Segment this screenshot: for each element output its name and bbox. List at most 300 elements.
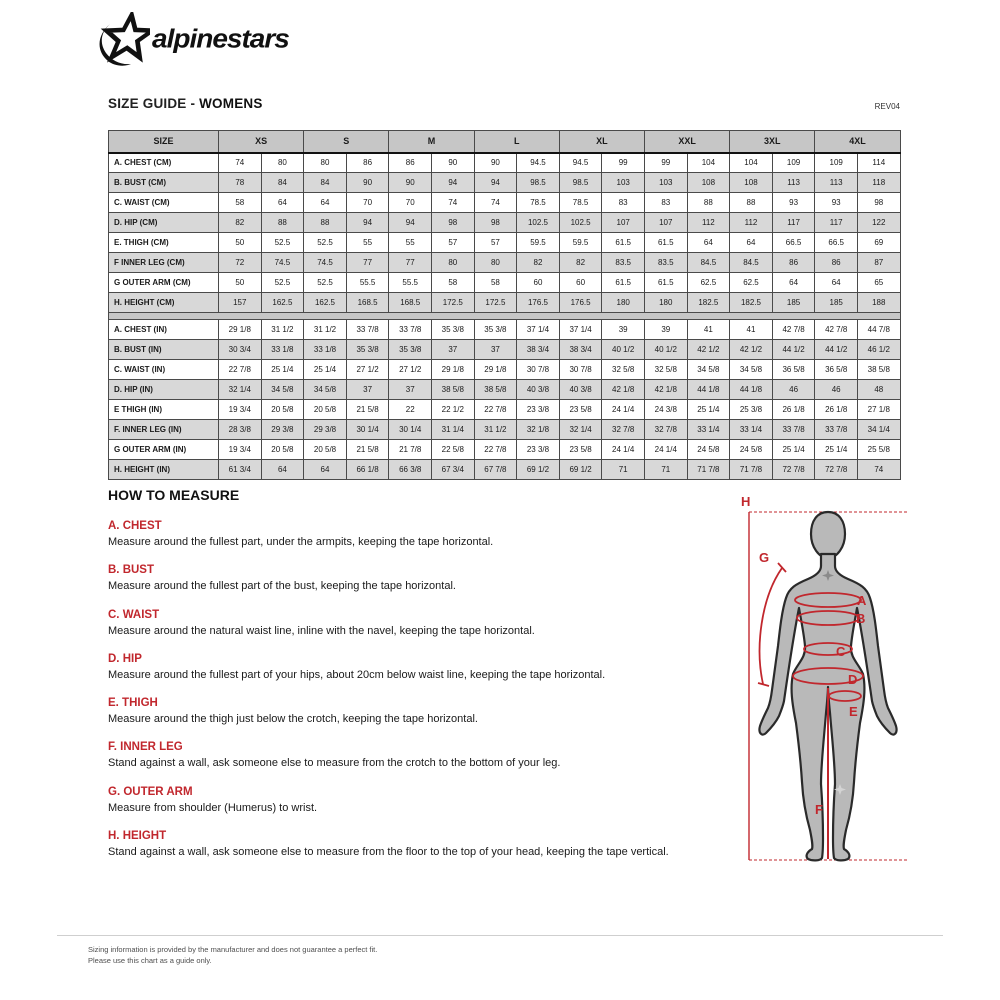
size-value-cell: 98 [432, 213, 475, 233]
size-value-cell: 84.5 [687, 253, 730, 273]
size-value-cell: 117 [772, 213, 815, 233]
measure-item-description: Measure around the thigh just below the crotch, keeping the tape horizontal. [108, 713, 478, 726]
size-value-cell: 113 [815, 173, 858, 193]
row-label: G OUTER ARM (CM) [109, 273, 219, 293]
size-value-cell: 90 [389, 173, 432, 193]
size-value-cell: 71 [644, 460, 687, 480]
size-value-cell: 42 1/2 [687, 340, 730, 360]
size-value-cell: 86 [346, 153, 389, 173]
size-value-cell: 37 1/4 [559, 320, 602, 340]
size-value-cell: 35 3/8 [432, 320, 475, 340]
footer-disclaimer-line2: Please use this chart as a guide only. [88, 956, 212, 966]
title-gender: WOMENS [199, 96, 263, 111]
size-value-cell: 74.5 [261, 253, 304, 273]
size-value-cell: 33 1/8 [304, 340, 347, 360]
size-value-cell: 29 3/8 [261, 420, 304, 440]
size-value-cell: 86 [815, 253, 858, 273]
size-value-cell: 32 7/8 [644, 420, 687, 440]
size-value-cell: 34 5/8 [304, 380, 347, 400]
size-value-cell: 61.5 [602, 233, 645, 253]
size-value-cell: 22 5/8 [432, 440, 475, 460]
size-value-cell: 32 1/4 [559, 420, 602, 440]
measure-item-label: B. BUST [108, 564, 154, 577]
table-row-in-7 [109, 460, 901, 480]
size-value-cell: 36 5/8 [772, 360, 815, 380]
size-value-cell: 102.5 [517, 213, 560, 233]
size-value-cell: 24 1/4 [602, 440, 645, 460]
size-value-cell: 26 1/8 [815, 400, 858, 420]
row-label: G OUTER ARM (IN) [109, 440, 219, 460]
size-value-cell: 29 1/8 [432, 360, 475, 380]
size-value-cell: 57 [474, 233, 517, 253]
size-value-cell: 52.5 [304, 273, 347, 293]
size-value-cell: 80 [432, 253, 475, 273]
size-value-cell: 44 1/2 [815, 340, 858, 360]
size-value-cell: 168.5 [389, 293, 432, 313]
size-value-cell: 39 [644, 320, 687, 340]
size-value-cell: 180 [644, 293, 687, 313]
size-value-cell: 94 [474, 173, 517, 193]
size-value-cell: 67 3/4 [432, 460, 475, 480]
size-value-cell: 57 [432, 233, 475, 253]
size-value-cell: 69 1/2 [517, 460, 560, 480]
size-value-cell: 33 7/8 [815, 420, 858, 440]
table-row-in-4 [109, 400, 901, 420]
size-value-cell: 74 [432, 193, 475, 213]
alpinestars-star-icon [92, 12, 150, 66]
size-value-cell: 33 7/8 [346, 320, 389, 340]
size-value-cell: 58 [432, 273, 475, 293]
table-row-cm-7 [109, 293, 901, 313]
alpinestars-logo [92, 12, 289, 66]
label-chest: A [857, 593, 867, 608]
measurement-figure [735, 488, 910, 893]
size-value-cell: 25 1/4 [815, 440, 858, 460]
measure-item-label: H. HEIGHT [108, 830, 167, 843]
measure-item-description: Measure around the natural waist line, inline with the navel, keeping the tape horizontal. [108, 624, 535, 637]
header-size-xl: XL [559, 131, 644, 153]
label-waist: C [836, 644, 846, 659]
size-value-cell: 31 1/4 [432, 420, 475, 440]
measure-item-description: Stand against a wall, ask someone else to measure from the floor to the top of your head, keeping the tape vertical. [108, 846, 669, 859]
measure-item-description: Measure around the fullest part of the bust, keeping the tape horizontal. [108, 580, 456, 593]
table-row-cm-3 [109, 213, 901, 233]
how-to-measure-heading: HOW TO MEASURE [108, 487, 240, 503]
size-value-cell: 42 7/8 [772, 320, 815, 340]
size-value-cell: 72 7/8 [772, 460, 815, 480]
size-value-cell: 67 7/8 [474, 460, 517, 480]
size-value-cell: 86 [389, 153, 432, 173]
size-value-cell: 50 [219, 273, 262, 293]
label-hip: D [848, 672, 858, 687]
size-value-cell: 104 [687, 153, 730, 173]
size-value-cell: 72 [219, 253, 262, 273]
size-value-cell: 98 [474, 213, 517, 233]
size-value-cell: 41 [730, 320, 773, 340]
size-value-cell: 33 1/4 [687, 420, 730, 440]
size-value-cell: 64 [304, 460, 347, 480]
size-value-cell: 33 1/8 [261, 340, 304, 360]
size-value-cell: 66.5 [815, 233, 858, 253]
size-value-cell: 83.5 [602, 253, 645, 273]
size-value-cell: 74.5 [304, 253, 347, 273]
size-value-cell: 31 1/2 [474, 420, 517, 440]
size-value-cell: 113 [772, 173, 815, 193]
size-value-cell: 52.5 [304, 233, 347, 253]
size-value-cell: 172.5 [474, 293, 517, 313]
size-value-cell: 90 [432, 153, 475, 173]
size-value-cell: 64 [815, 273, 858, 293]
size-value-cell: 84.5 [730, 253, 773, 273]
measure-item-label: G. OUTER ARM [108, 785, 193, 798]
footer-disclaimer-line1: Sizing information is provided by the manufacturer and does not guarantee a perfect fit. [88, 945, 378, 954]
size-value-cell: 90 [474, 153, 517, 173]
row-label: C. WAIST (CM) [109, 193, 219, 213]
size-value-cell: 162.5 [304, 293, 347, 313]
size-value-cell: 83 [644, 193, 687, 213]
size-value-cell: 24 5/8 [730, 440, 773, 460]
size-value-cell: 109 [815, 153, 858, 173]
size-value-cell: 182.5 [730, 293, 773, 313]
size-value-cell: 33 7/8 [389, 320, 432, 340]
size-value-cell: 38 5/8 [474, 380, 517, 400]
size-value-cell: 25 1/4 [687, 400, 730, 420]
measure-item-description: Measure around the fullest part of your hips, about 20cm below waist line, keeping the tape horizontal. [108, 668, 606, 681]
size-value-cell: 46 [815, 380, 858, 400]
size-value-cell: 72 7/8 [815, 460, 858, 480]
size-value-cell: 20 5/8 [304, 440, 347, 460]
measure-item-description: Measure from shoulder (Humerus) to wrist. [108, 801, 318, 814]
label-thigh: E [849, 704, 858, 719]
size-value-cell: 48 [857, 380, 900, 400]
size-value-cell: 66 3/8 [389, 460, 432, 480]
size-value-cell: 70 [346, 193, 389, 213]
size-value-cell: 77 [389, 253, 432, 273]
size-value-cell: 108 [730, 173, 773, 193]
size-value-cell: 71 7/8 [730, 460, 773, 480]
size-value-cell: 77 [346, 253, 389, 273]
size-value-cell: 74 [474, 193, 517, 213]
size-value-cell: 122 [857, 213, 900, 233]
table-section-separator [109, 313, 901, 320]
measure-item-description: Measure around the fullest part, under the armpits, keeping the tape horizontal. [108, 536, 494, 548]
size-value-cell: 52.5 [261, 233, 304, 253]
label-inner-leg: F [815, 802, 823, 817]
size-value-cell: 61.5 [644, 273, 687, 293]
size-value-cell: 32 1/4 [219, 380, 262, 400]
size-value-cell: 60 [559, 273, 602, 293]
measure-item-5 [108, 741, 728, 770]
size-value-cell: 25 1/4 [772, 440, 815, 460]
size-value-cell: 86 [772, 253, 815, 273]
row-label: E. THIGH (CM) [109, 233, 219, 253]
measure-item-1 [108, 564, 728, 593]
size-value-cell: 34 5/8 [261, 380, 304, 400]
measure-item-label: C. WAIST [108, 608, 160, 621]
size-value-cell: 64 [261, 460, 304, 480]
size-value-cell: 25 1/4 [261, 360, 304, 380]
size-value-cell: 29 3/8 [304, 420, 347, 440]
size-value-cell: 80 [261, 153, 304, 173]
row-label: F. INNER LEG (IN) [109, 420, 219, 440]
size-value-cell: 162.5 [261, 293, 304, 313]
size-value-cell: 70 [389, 193, 432, 213]
size-value-cell: 30 7/8 [559, 360, 602, 380]
size-value-cell: 185 [815, 293, 858, 313]
size-value-cell: 38 3/4 [517, 340, 560, 360]
size-value-cell: 94 [389, 213, 432, 233]
size-value-cell: 32 5/8 [644, 360, 687, 380]
measure-item-label: A. CHEST [108, 520, 162, 532]
body-head [811, 512, 845, 558]
row-label: A. CHEST (IN) [109, 320, 219, 340]
measure-item-3 [108, 653, 728, 682]
size-value-cell: 46 1/2 [857, 340, 900, 360]
size-value-cell: 23 5/8 [559, 440, 602, 460]
label-height: H [741, 494, 751, 509]
size-value-cell: 71 7/8 [687, 460, 730, 480]
size-value-cell: 64 [261, 193, 304, 213]
size-value-cell: 22 7/8 [474, 400, 517, 420]
measure-item-6 [108, 786, 728, 815]
size-value-cell: 59.5 [517, 233, 560, 253]
size-value-cell: 22 [389, 400, 432, 420]
size-value-cell: 59.5 [559, 233, 602, 253]
revision-label: REV04 [874, 102, 900, 111]
size-value-cell: 32 7/8 [602, 420, 645, 440]
size-value-cell: 69 1/2 [559, 460, 602, 480]
body-diagram [735, 488, 910, 893]
size-value-cell: 62.5 [730, 273, 773, 293]
size-value-cell: 37 [432, 340, 475, 360]
header-size-s: S [304, 131, 389, 153]
size-value-cell: 88 [261, 213, 304, 233]
size-value-cell: 27 1/8 [857, 400, 900, 420]
size-value-cell: 109 [772, 153, 815, 173]
size-value-cell: 58 [474, 273, 517, 293]
size-value-cell: 19 3/4 [219, 440, 262, 460]
size-value-cell: 66 1/8 [346, 460, 389, 480]
size-value-cell: 35 3/8 [474, 320, 517, 340]
size-value-cell: 157 [219, 293, 262, 313]
size-value-cell: 84 [304, 173, 347, 193]
size-value-cell: 50 [219, 233, 262, 253]
row-label: B. BUST (IN) [109, 340, 219, 360]
size-value-cell: 31 1/2 [304, 320, 347, 340]
table-row-in-5 [109, 420, 901, 440]
size-value-cell: 20 5/8 [304, 400, 347, 420]
size-value-cell: 185 [772, 293, 815, 313]
size-value-cell: 58 [219, 193, 262, 213]
row-label: E THIGH (IN) [109, 400, 219, 420]
size-value-cell: 88 [730, 193, 773, 213]
row-label: F INNER LEG (CM) [109, 253, 219, 273]
size-value-cell: 98.5 [559, 173, 602, 193]
size-value-cell: 40 1/2 [602, 340, 645, 360]
size-value-cell: 55.5 [346, 273, 389, 293]
row-label: B. BUST (CM) [109, 173, 219, 193]
header-size: SIZE [109, 131, 219, 153]
size-value-cell: 94.5 [517, 153, 560, 173]
size-value-cell: 82 [219, 213, 262, 233]
size-value-cell: 34 5/8 [687, 360, 730, 380]
row-label: A. CHEST (CM) [109, 153, 219, 173]
size-value-cell: 64 [730, 233, 773, 253]
label-outer-arm: G [759, 550, 770, 565]
title-row [108, 96, 900, 111]
logo-wordmark: alpinestars [152, 24, 289, 53]
size-value-cell: 41 [687, 320, 730, 340]
size-value-cell: 107 [644, 213, 687, 233]
size-value-cell: 55 [389, 233, 432, 253]
size-value-cell: 83 [602, 193, 645, 213]
size-value-cell: 99 [602, 153, 645, 173]
size-value-cell: 90 [346, 173, 389, 193]
size-value-cell: 83.5 [644, 253, 687, 273]
size-value-cell: 27 1/2 [346, 360, 389, 380]
size-value-cell: 34 5/8 [730, 360, 773, 380]
size-value-cell: 23 3/8 [517, 400, 560, 420]
size-value-cell: 87 [857, 253, 900, 273]
size-value-cell: 94 [432, 173, 475, 193]
size-value-cell: 55.5 [389, 273, 432, 293]
size-value-cell: 20 5/8 [261, 400, 304, 420]
size-value-cell: 39 [602, 320, 645, 340]
size-value-cell: 94 [346, 213, 389, 233]
measure-item-label: F. INNER LEG [108, 741, 183, 754]
header-size-3xl: 3XL [730, 131, 815, 153]
size-value-cell: 25 5/8 [857, 440, 900, 460]
size-value-cell: 26 1/8 [772, 400, 815, 420]
size-value-cell: 94.5 [559, 153, 602, 173]
size-value-cell: 176.5 [559, 293, 602, 313]
size-value-cell: 37 [389, 380, 432, 400]
size-value-cell: 30 1/4 [389, 420, 432, 440]
size-value-cell: 23 5/8 [559, 400, 602, 420]
table-row-cm-4 [109, 233, 901, 253]
size-value-cell: 37 [474, 340, 517, 360]
size-value-cell: 69 [857, 233, 900, 253]
header-size-xxl: XXL [644, 131, 729, 153]
size-value-cell: 31 1/2 [261, 320, 304, 340]
size-value-cell: 176.5 [517, 293, 560, 313]
table-row-cm-2 [109, 193, 901, 213]
size-value-cell: 74 [219, 153, 262, 173]
measure-item-label: D. HIP [108, 652, 142, 665]
size-value-cell: 65 [857, 273, 900, 293]
size-value-cell: 107 [602, 213, 645, 233]
size-value-cell: 44 1/2 [772, 340, 815, 360]
size-value-cell: 30 3/4 [219, 340, 262, 360]
row-label: D. HIP (IN) [109, 380, 219, 400]
size-value-cell: 118 [857, 173, 900, 193]
label-bust: B [856, 611, 866, 626]
size-value-cell: 29 1/8 [219, 320, 262, 340]
size-value-cell: 114 [857, 153, 900, 173]
size-value-cell: 21 7/8 [389, 440, 432, 460]
row-label: D. HIP (CM) [109, 213, 219, 233]
size-value-cell: 82 [517, 253, 560, 273]
size-value-cell: 78.5 [517, 193, 560, 213]
size-value-cell: 42 1/2 [730, 340, 773, 360]
size-value-cell: 20 5/8 [261, 440, 304, 460]
size-value-cell: 42 1/8 [602, 380, 645, 400]
table-row-in-6 [109, 440, 901, 460]
size-value-cell: 30 7/8 [517, 360, 560, 380]
size-value-cell: 44 1/8 [730, 380, 773, 400]
size-value-cell: 27 1/2 [389, 360, 432, 380]
size-value-cell: 35 3/8 [346, 340, 389, 360]
table-row-in-0 [109, 320, 901, 340]
size-chart-table [108, 130, 901, 480]
size-value-cell: 22 7/8 [474, 440, 517, 460]
size-value-cell: 84 [261, 173, 304, 193]
measure-item-7 [108, 830, 728, 859]
size-value-cell: 78 [219, 173, 262, 193]
size-value-cell: 30 1/4 [346, 420, 389, 440]
size-value-cell: 22 1/2 [432, 400, 475, 420]
size-value-cell: 182.5 [687, 293, 730, 313]
size-value-cell: 71 [602, 460, 645, 480]
size-value-cell: 103 [644, 173, 687, 193]
size-value-cell: 24 3/8 [644, 400, 687, 420]
size-value-cell: 80 [304, 153, 347, 173]
size-value-cell: 93 [772, 193, 815, 213]
size-value-cell: 117 [815, 213, 858, 233]
size-value-cell: 104 [730, 153, 773, 173]
size-value-cell: 29 1/8 [474, 360, 517, 380]
size-value-cell: 23 3/8 [517, 440, 560, 460]
header-size-l: L [474, 131, 559, 153]
size-value-cell: 32 5/8 [602, 360, 645, 380]
size-value-cell: 55 [346, 233, 389, 253]
size-value-cell: 35 3/8 [389, 340, 432, 360]
size-value-cell: 38 3/4 [559, 340, 602, 360]
size-value-cell: 82 [559, 253, 602, 273]
size-value-cell: 98 [857, 193, 900, 213]
row-label: H. HEIGHT (CM) [109, 293, 219, 313]
size-value-cell: 38 5/8 [432, 380, 475, 400]
size-value-cell: 40 3/8 [517, 380, 560, 400]
measure-item-label: E. THIGH [108, 697, 158, 710]
size-value-cell: 52.5 [261, 273, 304, 293]
header-size-4xl: 4XL [815, 131, 900, 153]
size-value-cell: 61.5 [644, 233, 687, 253]
header-size-m: M [389, 131, 474, 153]
size-value-cell: 61 3/4 [219, 460, 262, 480]
size-value-cell: 78.5 [559, 193, 602, 213]
size-value-cell: 168.5 [346, 293, 389, 313]
size-value-cell: 112 [730, 213, 773, 233]
size-value-cell: 24 1/4 [602, 400, 645, 420]
row-label: H. HEIGHT (IN) [109, 460, 219, 480]
header-size-xs: XS [219, 131, 304, 153]
table-row-in-1 [109, 340, 901, 360]
size-value-cell: 25 3/8 [730, 400, 773, 420]
size-value-cell: 33 1/4 [730, 420, 773, 440]
size-value-cell: 99 [644, 153, 687, 173]
size-value-cell: 188 [857, 293, 900, 313]
size-value-cell: 19 3/4 [219, 400, 262, 420]
size-value-cell: 24 5/8 [687, 440, 730, 460]
size-value-cell: 25 1/4 [304, 360, 347, 380]
size-value-cell: 180 [602, 293, 645, 313]
how-to-measure-section [108, 487, 728, 874]
size-value-cell: 64 [687, 233, 730, 253]
page-title [108, 96, 263, 111]
size-value-cell: 42 1/8 [644, 380, 687, 400]
size-value-cell: 36 5/8 [815, 360, 858, 380]
